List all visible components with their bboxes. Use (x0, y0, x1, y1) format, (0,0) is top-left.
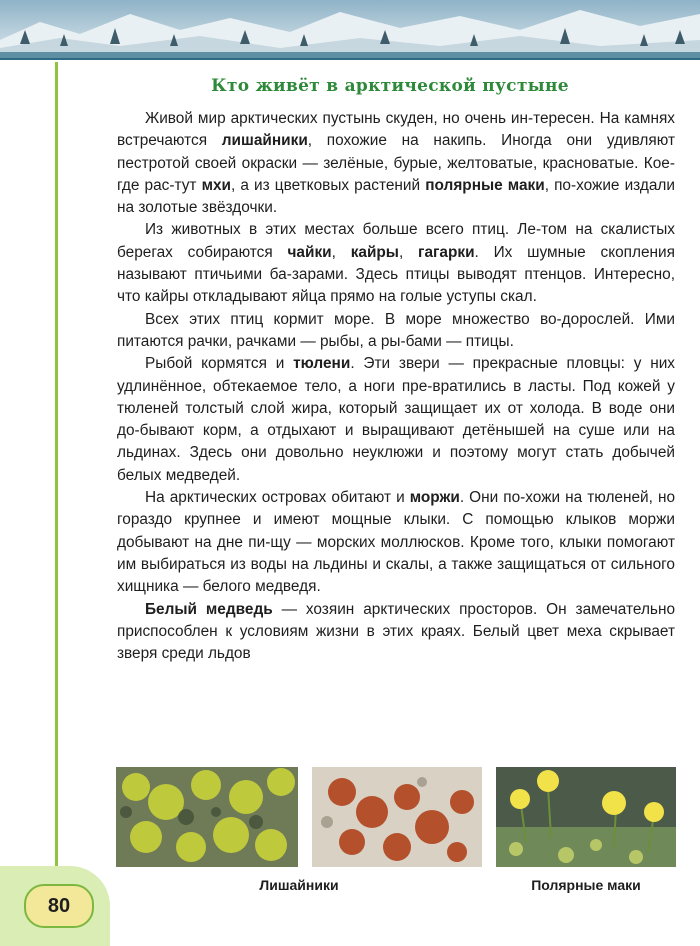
paragraph (117, 487, 675, 598)
paragraph (117, 309, 675, 354)
paragraph (117, 108, 675, 219)
text-run: Рыбой кормятся и (145, 355, 294, 373)
keyword: Белый медведь (145, 600, 273, 618)
text-run: , (398, 243, 419, 261)
paragraph (117, 599, 675, 666)
text-run: , похожие на накипь. Иногда они удивляют пестротой своей окраски — зелёные, бурые, желтоватые, красноватые. Кое-где рас-тут (117, 132, 675, 194)
page-number: 80 (24, 884, 94, 928)
keyword: кайры (350, 243, 399, 261)
text-run: На арктических островах обитают и (145, 489, 410, 507)
text-run: , а из цветковых растений (230, 176, 426, 194)
keyword: тюлени (293, 355, 351, 373)
text-run: , (331, 243, 351, 261)
text-run: . Они по-хожи на тюленей, но гораздо крупнее и имеют мощные клыки. С помощью клыков моржи добывают на дне пи-щу — морских моллюсков. Кроме того, клыки помогают им выбираться из воды на льдины и скалы, а также защищаться от сильного хищника — белого медведя. (117, 489, 676, 596)
text-run: . Эти звери — прекрасные пловцы: у них удлинённое, обтекаемое тело, а ноги пре-вратились в ласты. Под кожей у тюленей толстый слой жира, который защищает их от холода. В воде они до-бывают корм, а отдыхают и выращивают детёнышей на суше или на льдинах. Здесь они довольно неуклюжи и поэтому могут стать добычей белых медведей. (117, 355, 675, 484)
header-banner-image (0, 0, 700, 60)
text-run: Из животных в этих местах больше всего птиц. Ле-том на скалистых берегах собираются (117, 221, 675, 261)
margin-line (55, 62, 58, 946)
text-run: , по-хожие издали на золотые звёздочки. (117, 176, 676, 217)
text-run: Всех этих птиц кормит море. В море множество во-дорослей. Ими питаются рачки, рачками — рыбы, а ры-бами — птицы. (117, 310, 675, 350)
keyword: мхи (201, 176, 231, 194)
keyword: лишайники (221, 132, 308, 150)
keyword: полярные маки (425, 176, 545, 194)
keyword: гагарки (418, 243, 475, 261)
lichens-caption: Лишайники (259, 877, 339, 893)
keyword: моржи (409, 489, 460, 507)
lichens-photo-2 (312, 767, 482, 867)
poppies-photo (496, 767, 676, 867)
paragraph (117, 219, 675, 308)
lichens-photo-1 (116, 767, 298, 867)
paragraph (117, 353, 675, 487)
text-run: — хозяин арктических просторов. Он замечательно приспособлен к условиям жизни в этих краях. Белый цвет меха скрывает зверя среди льдов (117, 600, 675, 663)
text-run: Живой мир арктических пустынь скуден, но очень ин-тересен. На камнях встречаются (117, 110, 675, 150)
poppies-caption: Полярные маки (531, 877, 641, 893)
section-title: Кто живёт в арктической пустыне (211, 76, 569, 96)
body-text (117, 108, 675, 665)
keyword: чайки (287, 243, 332, 261)
text-run: . Их шумные скопления называют птичьими ба-зарами. Здесь птицы выводят птенцов. Интересно, что кайры откладывают яйца прямо на голые уступы скал. (117, 243, 675, 306)
